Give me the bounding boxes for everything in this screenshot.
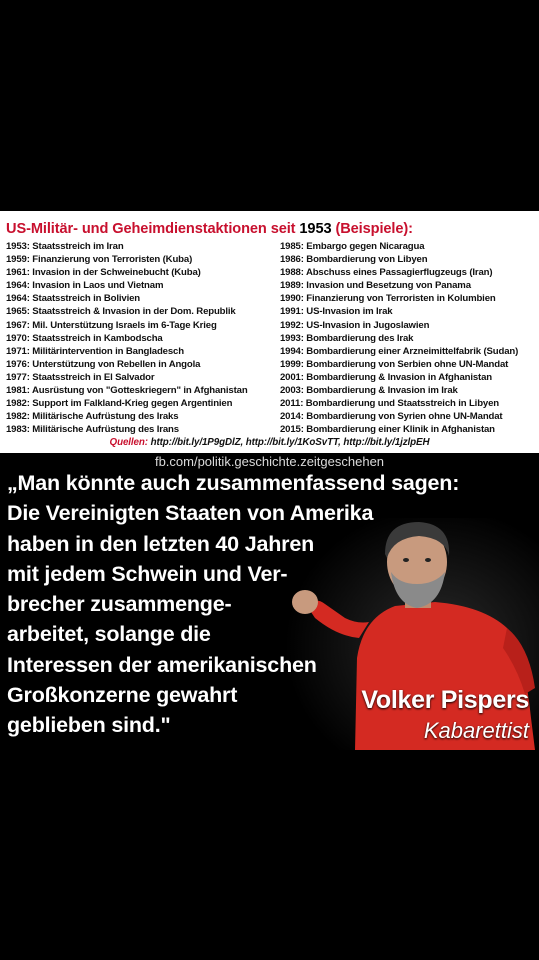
list-item: 2001: Bombardierung & Invasion in Afghanistan <box>280 371 492 383</box>
sources-line <box>0 437 539 448</box>
list-item: 1982: Militärische Aufrüstung des Iraks <box>6 411 179 423</box>
list-item: 2015: Bombardierung einer Klinik in Afghanistan <box>280 424 495 436</box>
quote-line: arbeitet, solange die <box>7 622 211 647</box>
author-role: Kabarettist <box>423 718 529 743</box>
list-item: 1986: Bombardierung von Libyen <box>280 254 428 266</box>
list-item: 1994: Bombardierung einer Arzneimittelfabrik (Sudan) <box>280 345 519 357</box>
title-suffix: (Beispiele): <box>335 221 413 237</box>
title-prefix: US-Militär- und Geheimdienstaktionen seit <box>6 221 296 237</box>
list-item: 1989: Invasion und Besetzung von Panama <box>280 280 471 292</box>
list-item: 1959: Finanzierung von Terroristen (Kuba) <box>6 254 193 266</box>
list-item: 1971: Militärintervention in Bangladesch <box>6 345 184 357</box>
quote-line: „Man könnte auch zusammenfassend sagen: <box>7 471 460 495</box>
quote-line: Die Vereinigten Staaten von Amerika <box>7 501 374 526</box>
quote-line: brecher zusammenge- <box>7 592 232 617</box>
list-item: 1999: Bombardierung von Serbien ohne UN-Mandat <box>280 358 509 370</box>
quote-line: geblieben sind." <box>7 713 171 738</box>
list-item: 1977: Staatsstreich in El Salvador <box>6 371 155 383</box>
quote-line: haben in den letzten 40 Jahren <box>7 531 315 556</box>
watermark: fb.com/politik.geschichte.zeitgeschehen <box>154 454 385 469</box>
sources-links: http://bit.ly/1P9gDlZ, http://bit.ly/1KoSvTT, http://bit.ly/1jzlpEH <box>150 437 430 448</box>
list-item: 1981: Ausrüstung von "Gotteskriegern" in Afghanistan <box>6 385 248 397</box>
list-item: 1991: US-Invasion im Irak <box>280 306 393 318</box>
list-item: 1990: Finanzierung von Terroristen in Kolumbien <box>280 293 496 305</box>
list-item: 1993: Bombardierung des Irak <box>280 332 414 344</box>
list-item: 1983: Militärische Aufrüstung des Irans <box>6 424 179 436</box>
list-item: 1988: Abschuss eines Passagierflugzeugs (Iran) <box>280 267 493 279</box>
list-item: 1964: Staatsstreich in Bolivien <box>6 293 140 305</box>
events-right-column <box>280 240 518 436</box>
quote-line: mit jedem Schwein und Ver- <box>7 561 288 586</box>
title-year: 1953 <box>299 221 332 237</box>
list-item: 1982: Support im Falkland-Krieg gegen Argentinien <box>6 398 233 410</box>
list-item: 1961: Invasion in der Schweinebucht (Kuba) <box>6 267 201 279</box>
list-item: 2011: Bombardierung und Staatsstreich in Libyen <box>280 398 499 410</box>
list-item: 1992: US-Invasion in Jugoslawien <box>280 319 430 331</box>
timeline-title <box>6 221 413 237</box>
list-item: 1985: Embargo gegen Nicaragua <box>280 241 425 252</box>
author-name: Volker Pispers <box>361 686 529 714</box>
list-item: 2003: Bombardierung & Invasion im Irak <box>280 385 458 397</box>
list-item: 1964: Invasion in Laos und Vietnam <box>6 280 164 292</box>
events-left-column <box>6 240 248 436</box>
quote-line: Großkonzerne gewahrt <box>7 683 238 708</box>
list-item: 2014: Bombardierung von Syrien ohne UN-Mandat <box>280 411 503 423</box>
sources-label: Quellen: <box>109 437 148 448</box>
list-item: 1953: Staatsstreich im Iran <box>6 241 124 252</box>
quote-line: Interessen der amerikanischen <box>7 652 317 677</box>
list-item: 1967: Mil. Unterstützung Israels im 6-Tage Krieg <box>6 319 217 331</box>
list-item: 1976: Unterstützung von Rebellen in Angola <box>6 358 201 370</box>
list-item: 1970: Staatsstreich in Kambodscha <box>6 332 163 344</box>
list-item: 1965: Staatsstreich & Invasion in der Dom. Republik <box>6 306 236 318</box>
